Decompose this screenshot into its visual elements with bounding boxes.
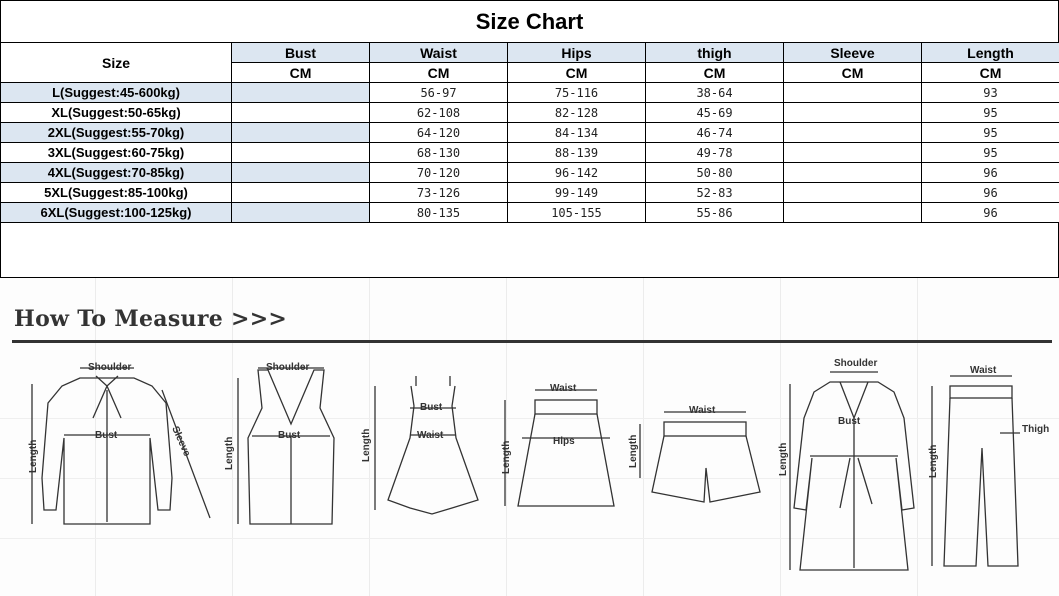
size-label: 6XL(Suggest:100-125kg): [1, 203, 232, 223]
table-row: [1, 163, 1059, 183]
sleeve-value: [784, 143, 922, 163]
coat-bust-label: Bust: [838, 416, 861, 427]
thigh-value: 46-74: [646, 123, 784, 143]
hips-value: 88-139: [508, 143, 646, 163]
waist-value: 68-130: [370, 143, 508, 163]
tank-bust-label: Bust: [278, 430, 301, 441]
pants-waist-label: Waist: [970, 365, 997, 376]
header-row: [1, 43, 1059, 63]
size-label: XL(Suggest:50-65kg): [1, 103, 232, 123]
shorts-waist-label: Waist: [689, 405, 716, 416]
waist-value: 62-108: [370, 103, 508, 123]
length-value: 96: [922, 183, 1059, 203]
size-table: [0, 42, 1059, 223]
size-label: 4XL(Suggest:70-85kg): [1, 163, 232, 183]
thigh-value: 38-64: [646, 83, 784, 103]
pants-icon: [932, 376, 1020, 566]
blouse-length-label: Length: [28, 439, 39, 473]
waist-value: 73-126: [370, 183, 508, 203]
how-to-measure-panel: [0, 278, 1059, 596]
shorts-length-label: Length: [628, 434, 639, 468]
hips-value: 96-142: [508, 163, 646, 183]
skirt-icon: [505, 390, 614, 506]
table-row: [1, 123, 1059, 143]
size-chart-sheet: [0, 0, 1059, 278]
skirt-waist-label: Waist: [550, 383, 577, 394]
thigh-value: 49-78: [646, 143, 784, 163]
length-value: 95: [922, 123, 1059, 143]
pants-length-label: Length: [928, 444, 939, 478]
column-header-hips: Hips: [508, 43, 646, 63]
hips-value: 99-149: [508, 183, 646, 203]
blouse-sleeve-label: Sleeve: [169, 424, 193, 459]
length-value: 96: [922, 203, 1059, 223]
unit-cell: CM: [508, 63, 646, 83]
size-column-header: Size: [1, 43, 232, 83]
bust-value: [232, 103, 370, 123]
bust-value: [232, 163, 370, 183]
size-label: L(Suggest:45-600kg): [1, 83, 232, 103]
sleeve-value: [784, 203, 922, 223]
sleeve-value: [784, 183, 922, 203]
waist-value: 64-120: [370, 123, 508, 143]
sleeve-value: [784, 83, 922, 103]
table-row: [1, 183, 1059, 203]
length-value: 95: [922, 103, 1059, 123]
dress-length-label: Length: [361, 428, 372, 462]
tank-length-label: Length: [224, 436, 235, 470]
blouse-shoulder-label: Shoulder: [88, 362, 132, 373]
garment-diagrams: [0, 278, 1059, 596]
size-label: 3XL(Suggest:60-75kg): [1, 143, 232, 163]
column-header-sleeve: Sleeve: [784, 43, 922, 63]
pants-thigh-label: Thigh: [1022, 424, 1050, 435]
column-header-length: Length: [922, 43, 1059, 63]
waist-value: 80-135: [370, 203, 508, 223]
waist-value: 56-97: [370, 83, 508, 103]
table-row: [1, 103, 1059, 123]
table-row: [1, 143, 1059, 163]
tank-top-icon: [238, 368, 334, 524]
bust-value: [232, 123, 370, 143]
length-value: 95: [922, 143, 1059, 163]
bust-value: [232, 183, 370, 203]
coat-length-label: Length: [778, 442, 789, 476]
hips-value: 82-128: [508, 103, 646, 123]
chart-title: Size Chart: [0, 0, 1059, 43]
hips-value: 75-116: [508, 83, 646, 103]
tank-shoulder-label: Shoulder: [266, 362, 310, 373]
thigh-value: 45-69: [646, 103, 784, 123]
skirt-hips-label: Hips: [553, 436, 575, 447]
skirt-length-label: Length: [501, 440, 512, 474]
length-value: 93: [922, 83, 1059, 103]
unit-cell: CM: [232, 63, 370, 83]
thigh-value: 52-83: [646, 183, 784, 203]
dress-bust-label: Bust: [420, 402, 443, 413]
dress-icon: [375, 376, 478, 514]
sleeve-value: [784, 103, 922, 123]
how-to-measure-heading: How To Measure >>>: [14, 306, 288, 332]
sleeve-value: [784, 123, 922, 143]
column-header-bust: Bust: [232, 43, 370, 63]
unit-cell: CM: [646, 63, 784, 83]
unit-cell: CM: [922, 63, 1059, 83]
length-value: 96: [922, 163, 1059, 183]
sleeve-value: [784, 163, 922, 183]
unit-cell: CM: [370, 63, 508, 83]
thigh-value: 55-86: [646, 203, 784, 223]
blank-row: [0, 222, 1059, 278]
bust-value: [232, 83, 370, 103]
shorts-icon: [640, 412, 760, 502]
hips-value: 105-155: [508, 203, 646, 223]
bust-value: [232, 143, 370, 163]
column-header-waist: Waist: [370, 43, 508, 63]
waist-value: 70-120: [370, 163, 508, 183]
table-row: [1, 203, 1059, 223]
hips-value: 84-134: [508, 123, 646, 143]
bust-value: [232, 203, 370, 223]
blouse-bust-label: Bust: [95, 430, 118, 441]
coat-shoulder-label: Shoulder: [834, 358, 878, 369]
thigh-value: 50-80: [646, 163, 784, 183]
column-header-thigh: thigh: [646, 43, 784, 63]
size-label: 2XL(Suggest:55-70kg): [1, 123, 232, 143]
dress-waist-label: Waist: [417, 430, 444, 441]
unit-cell: CM: [784, 63, 922, 83]
coat-icon: [790, 372, 914, 570]
size-label: 5XL(Suggest:85-100kg): [1, 183, 232, 203]
table-row: [1, 83, 1059, 103]
